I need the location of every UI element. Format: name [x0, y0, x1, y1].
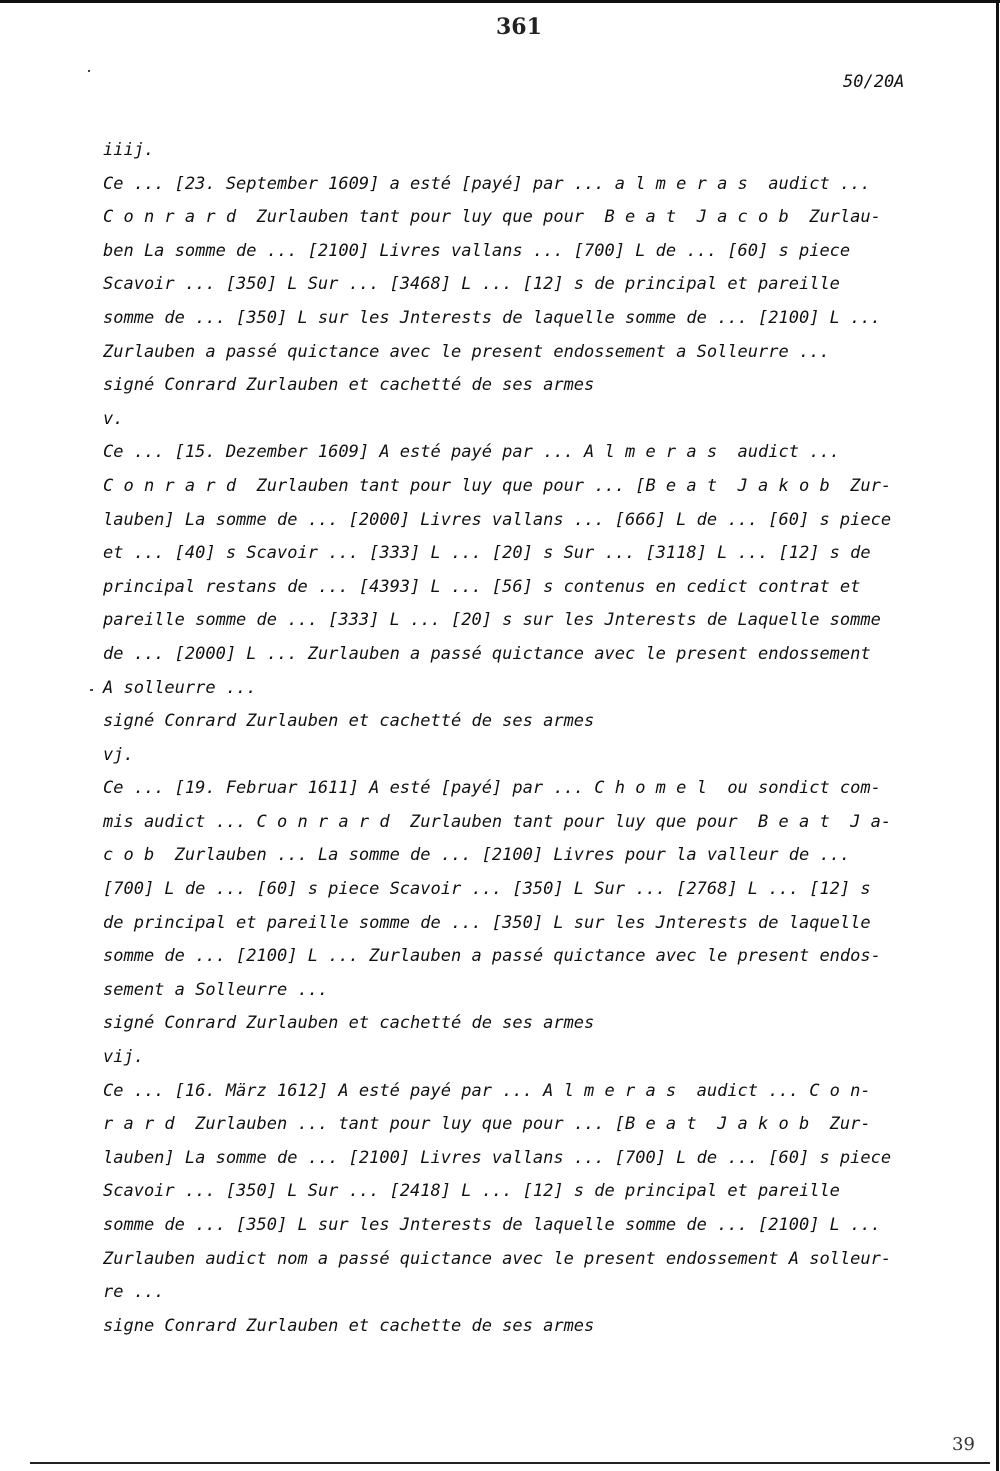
text-line: somme de ... [2100] L ... Zurlauben a passé quictance avec le present endos- — [103, 946, 881, 967]
text-line: C o n r a r d Zurlauben tant pour luy que pour B e a t J a c o b Zurlau- — [103, 207, 881, 228]
signature-line: signé Conrard Zurlauben et cachetté de ses armes — [103, 375, 595, 396]
text-line: et ... [40] s Scavoir ... [333] L ... [20] s Sur ... [3118] L ... [12] s de — [103, 543, 871, 564]
section-heading: vij. — [103, 1047, 144, 1068]
text-line: lauben] La somme de ... [2000] Livres vallans ... [666] L de ... [60] s piece — [103, 509, 892, 530]
text-line: c o b Zurlauben ... La somme de ... [2100] Livres pour la valleur de ... — [103, 845, 851, 866]
text-line: ben La somme de ... [2100] Livres vallans ... [700] L de ... [60] s piece — [103, 240, 851, 261]
text-line: sement a Solleurre ... — [103, 979, 329, 1000]
text-line: Ce ... [23. September 1609] a esté [payé] par ... a l m e r a s audict ... — [103, 173, 871, 194]
section-heading: vj. — [103, 744, 134, 765]
signature-line: signé Conrard Zurlauben et cachetté de ses armes — [103, 1013, 595, 1034]
text-line: Ce ... [16. März 1612] A esté payé par ... A l m e r a s audict ... C o n- — [103, 1080, 871, 1101]
text-line: somme de ... [350] L sur les Jnterests de laquelle somme de ... [2100] L ... — [103, 307, 881, 328]
top-border — [0, 0, 1000, 3]
right-border — [996, 0, 999, 1471]
handwritten-page-number: 361 — [496, 14, 542, 40]
text-line: r a r d Zurlauben ... tant pour luy que pour ... [B e a t J a k o b Zur- — [103, 1114, 871, 1135]
bottom-border — [30, 1462, 990, 1464]
text-line: Zurlauben audict nom a passé quictance avec le present endossement A solleur- — [103, 1248, 892, 1269]
transcription-body — [103, 134, 923, 1343]
text-line: Scavoir ... [350] L Sur ... [3468] L ... [12] s de principal et pareille — [103, 274, 840, 295]
section-heading: iiij. — [103, 140, 155, 160]
text-line: Zurlauben a passé quictance avec le present endossement a Solleurre ... — [103, 341, 830, 362]
text-line: de ... [2000] L ... Zurlauben a passé quictance avec le present endossement — [103, 643, 871, 664]
text-line: de principal et pareille somme de ... [350] L sur les Jnterests de laquelle — [103, 912, 871, 933]
text-line: lauben] La somme de ... [2100] Livres vallans ... [700] L de ... [60] s piece — [103, 1147, 892, 1168]
text-line: Ce ... [19. Februar 1611] A esté [payé] par ... C h o m e l ou sondict com- — [103, 778, 881, 799]
text-line: A solleurre ... — [103, 677, 257, 698]
text-line: somme de ... [350] L sur les Jnterests de laquelle somme de ... [2100] L ... — [103, 1215, 881, 1235]
text-line: pareille somme de ... [333] L ... [20] s sur les Jnterests de Laquelle somme — [103, 610, 881, 631]
speck-mark — [88, 70, 90, 72]
text-line: re ... — [103, 1282, 165, 1303]
speck-mark — [90, 689, 93, 691]
signature-line: signe Conrard Zurlauben et cachette de ses armes — [103, 1315, 595, 1336]
text-line: [700] L de ... [60] s piece Scavoir ... [350] L Sur ... [2768] L ... [12] s — [103, 879, 871, 900]
text-line: Scavoir ... [350] L Sur ... [2418] L ... [12] s de principal et pareille — [103, 1181, 840, 1202]
signature-line: signé Conrard Zurlauben et cachetté de ses armes — [103, 711, 595, 732]
section-heading: v. — [103, 408, 124, 429]
text-line: Ce ... [15. Dezember 1609] A esté payé par ... A l m e r a s audict ... — [103, 442, 840, 463]
text-line: C o n r a r d Zurlauben tant pour luy que pour ... [B e a t J a k o b Zur- — [103, 475, 892, 496]
handwritten-corner-mark: 39 — [952, 1434, 975, 1455]
document-reference: 50/20A — [843, 72, 905, 92]
text-line: mis audict ... C o n r a r d Zurlauben tant pour luy que pour B e a t J a- — [103, 811, 892, 832]
text-line: principal restans de ... [4393] L ... [56] s contenus en cedict contrat et — [103, 576, 861, 597]
